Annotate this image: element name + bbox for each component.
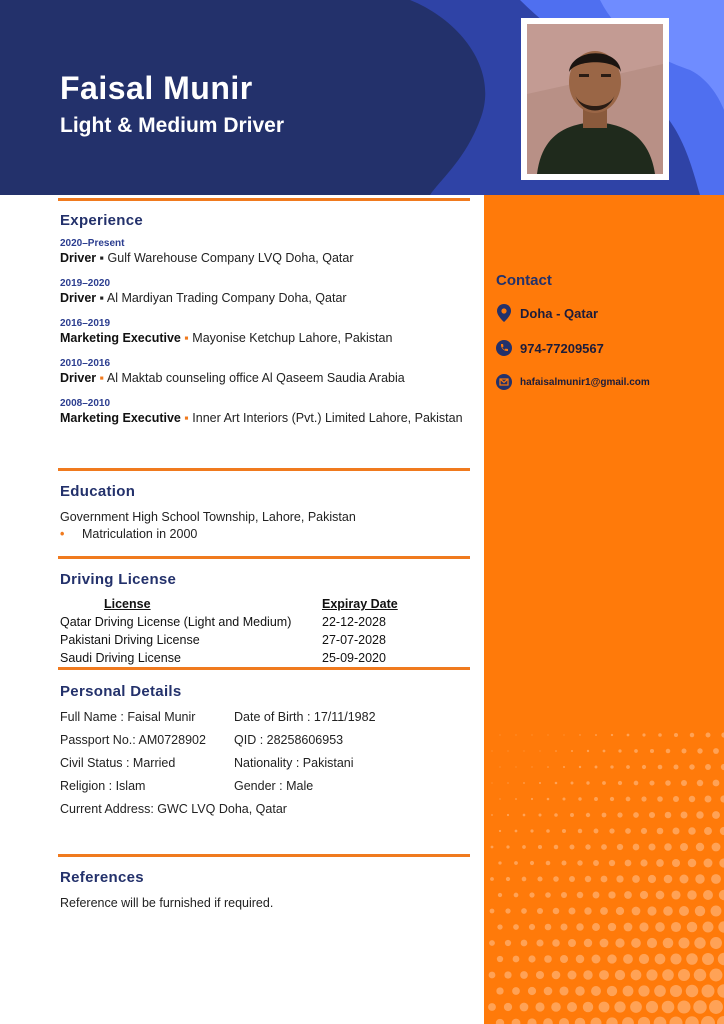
experience-separator: ▪ bbox=[99, 371, 105, 385]
contact-heading: Contact bbox=[496, 272, 552, 289]
license-column-header: License bbox=[104, 597, 151, 611]
experience-line bbox=[60, 250, 465, 266]
license-expiry: 22-12-2028 bbox=[322, 615, 386, 629]
experience-separator: ▪ bbox=[184, 331, 189, 345]
phone-icon bbox=[496, 340, 512, 356]
experience-item bbox=[60, 398, 465, 426]
experience-date: 2010–2016 bbox=[60, 358, 111, 369]
references-text: Reference will be furnished if required. bbox=[60, 896, 274, 910]
expiry-column-header: Expiray Date bbox=[322, 597, 398, 611]
license-name: Pakistani Driving License bbox=[60, 633, 200, 647]
license-expiry: 27-07-2028 bbox=[322, 633, 386, 647]
license-expiry: 25-09-2020 bbox=[322, 651, 386, 665]
experience-item bbox=[60, 358, 465, 386]
experience-line bbox=[60, 410, 465, 426]
personal-civil-status: Civil Status : Married bbox=[60, 756, 176, 770]
experience-item bbox=[60, 238, 465, 266]
email-icon bbox=[496, 374, 512, 390]
profile-photo bbox=[527, 24, 663, 174]
contact-sidebar bbox=[484, 195, 724, 1024]
personal-gender: Gender : Male bbox=[234, 779, 314, 793]
education-detail: Matriculation in 2000 bbox=[82, 527, 198, 541]
education-school: Government High School Township, Lahore, Pakistan bbox=[60, 510, 356, 524]
contact-location-text: Doha - Qatar bbox=[520, 305, 599, 321]
experience-detail: Inner Art Interiors (Pvt.) Limited Lahore, Pakistan bbox=[192, 411, 463, 425]
contact-phone bbox=[496, 340, 604, 356]
job-title: Light & Medium Driver bbox=[60, 114, 285, 137]
experience-line bbox=[60, 370, 465, 386]
experience-date: 2016–2019 bbox=[60, 318, 111, 329]
experience-date: 2008–2010 bbox=[60, 398, 111, 409]
location-pin-icon bbox=[496, 305, 512, 321]
experience-item bbox=[60, 318, 465, 346]
experience-line bbox=[60, 290, 465, 306]
experience-detail: Mayonise Ketchup Lahore, Pakistan bbox=[192, 331, 393, 345]
contact-location bbox=[496, 305, 598, 321]
section-divider bbox=[58, 468, 470, 471]
driving-license-heading: Driving License bbox=[60, 571, 177, 588]
education-heading: Education bbox=[60, 483, 136, 500]
section-divider bbox=[58, 667, 470, 670]
experience-position: Marketing Executive bbox=[60, 411, 181, 425]
personal-address: Current Address: GWC LVQ Doha, Qatar bbox=[60, 802, 287, 816]
profile-photo-frame bbox=[521, 18, 669, 180]
education-bullet: • bbox=[60, 527, 65, 541]
experience-position: Driver bbox=[60, 371, 97, 385]
experience-detail: Gulf Warehouse Company LVQ Doha, Qatar bbox=[107, 251, 354, 265]
experience-position: Marketing Executive bbox=[60, 331, 181, 345]
header-banner bbox=[0, 0, 724, 195]
experience-separator: ▪ bbox=[99, 291, 105, 305]
experience-item bbox=[60, 278, 465, 306]
personal-religion: Religion : Islam bbox=[60, 779, 146, 793]
experience-line bbox=[60, 330, 465, 346]
education-detail-row bbox=[60, 527, 197, 541]
experience-position: Driver bbox=[60, 291, 97, 305]
personal-nationality: Nationality : Pakistani bbox=[234, 756, 354, 770]
experience-heading: Experience bbox=[60, 212, 144, 229]
experience-date: 2019–2020 bbox=[60, 278, 111, 289]
experience-separator: ▪ bbox=[99, 251, 105, 265]
experience-detail: Al Maktab counseling office Al Qaseem Saudia Arabia bbox=[106, 371, 405, 385]
experience-date: 2020–Present bbox=[60, 238, 125, 249]
experience-position: Driver bbox=[60, 251, 97, 265]
license-name: Saudi Driving License bbox=[60, 651, 181, 665]
experience-detail: Al Mardiyan Trading Company Doha, Qatar bbox=[106, 291, 347, 305]
contact-email bbox=[496, 374, 650, 390]
personal-qid: QID : 28258606953 bbox=[234, 733, 344, 747]
section-divider bbox=[58, 198, 470, 201]
license-name: Qatar Driving License (Light and Medium) bbox=[60, 615, 292, 629]
contact-email-text[interactable]: hafaisalmunir1@gmail.com bbox=[520, 376, 650, 388]
experience-separator: ▪ bbox=[184, 411, 189, 425]
references-heading: References bbox=[60, 869, 144, 886]
section-divider bbox=[58, 854, 470, 857]
personal-dob: Date of Birth : 17/11/1982 bbox=[234, 710, 376, 724]
section-divider bbox=[58, 556, 470, 559]
personal-details-heading: Personal Details bbox=[60, 683, 182, 700]
personal-full-name: Full Name : Faisal Munir bbox=[60, 710, 196, 724]
candidate-name: Faisal Munir bbox=[60, 70, 253, 106]
contact-phone-text[interactable]: 974-77209567 bbox=[520, 340, 604, 356]
personal-passport: Passport No.: AM0728902 bbox=[60, 733, 206, 747]
